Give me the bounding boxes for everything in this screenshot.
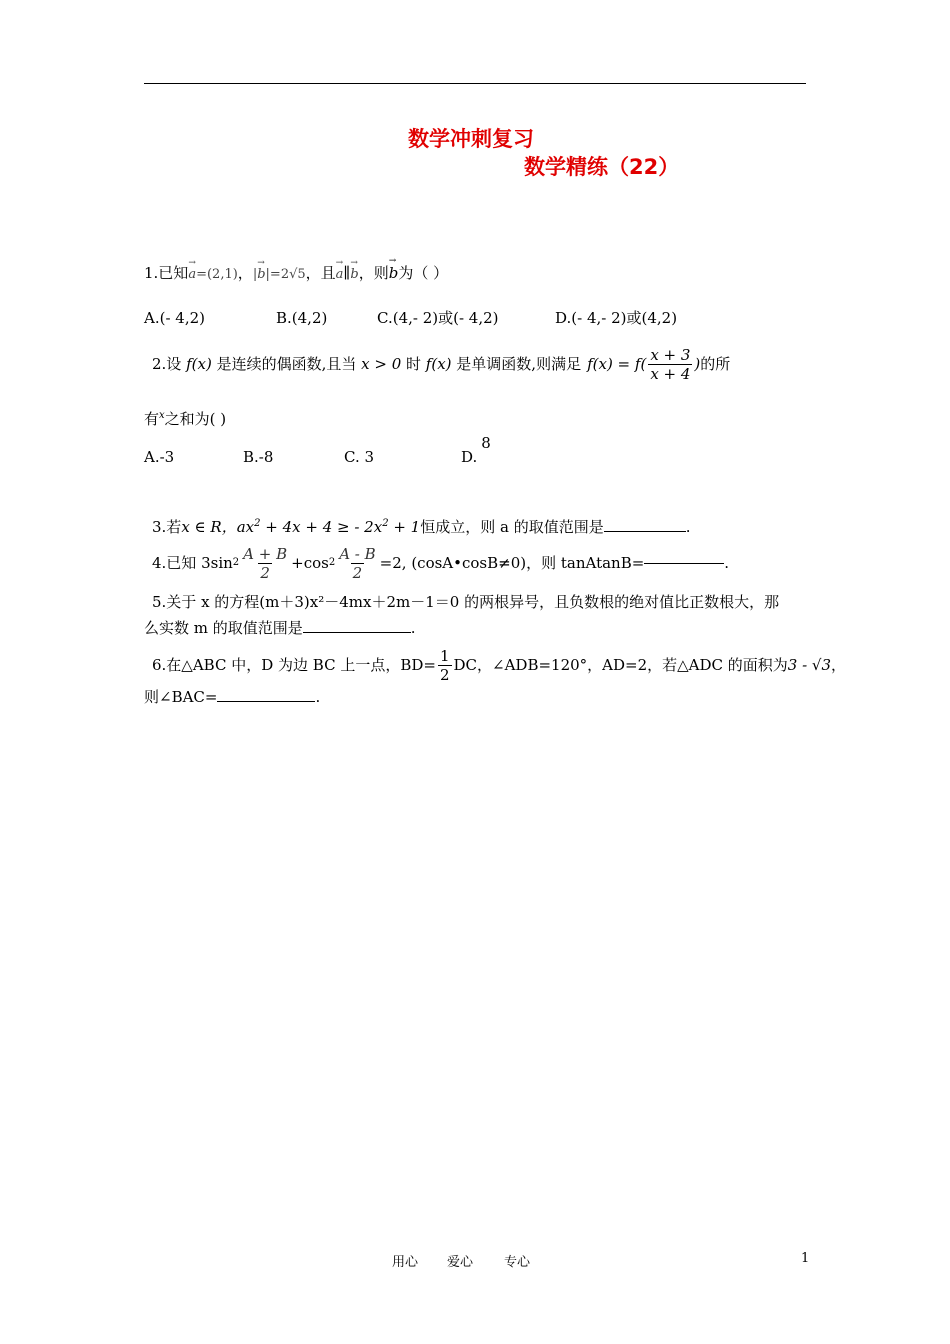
footer-text-1: 用心 (392, 1255, 419, 1270)
doc-title: 数学冲刺复习 (408, 127, 534, 151)
q1-option-c: C.(4,- 2)或(- 4,2) (377, 309, 499, 327)
math-condition: x ∈ R，$ax^2 + 4x + 4$ ≥ - $2x^2 + 1$ (181, 518, 421, 536)
math-x-gt-0: x > 0 (356, 354, 407, 373)
math-fraction: $\frac{x + 3}{x + 4}$ (650, 345, 691, 383)
question-2-cont: 有$^x$之和为( ) (144, 410, 227, 428)
q2-option-a: A.-3 (144, 448, 175, 466)
q1-option-a: A.(- 4,2) (144, 309, 205, 327)
page-number: 1 (801, 1251, 810, 1266)
doc-subtitle: 数学精练（22） (524, 155, 680, 179)
abs-b: |→ b| (253, 267, 270, 282)
q2-option-c: C. 3 (344, 448, 375, 466)
question-4: 4.已知 3sin 2 $\frac{A + B}{2}$ +cos 2 $\frac{A - B}{2}$ =2, (cosA•cosB≠0)，则 tanAtanB= . (152, 544, 730, 582)
question-6: 6.在△ABC 中，D 为边 BC 上一点，BD= $\frac{1}{2}$ DC，∠ADB=120°，AD=2，若△ADC 的面积为 3 - √3 ， (152, 646, 847, 684)
question-5: 5.关于 x 的方程(m＋3)x²－4mx＋2m－1＝0 的两根异号，且负数根的绝对值比正数根大，那 (152, 593, 780, 611)
math-equation: f(x) = f( (587, 354, 647, 373)
header-rule (144, 83, 806, 84)
answer-blank (217, 700, 315, 702)
question-2: 2.设 f(x) 是连续的偶函数,且当 x > 0 时 f(x) 是单调函数,则满足 f(x) = f( $\frac{x + 3}{x + 4}$ ) 的所 (152, 345, 731, 383)
q2-option-b: B.-8 (243, 448, 274, 466)
q2-option-d: D.8 (461, 434, 491, 466)
question-5-cont: 么实数 m 的取值范围是 . (144, 619, 416, 637)
answer-blank (644, 562, 724, 564)
answer-blank (303, 631, 411, 633)
footer-text-2: 爱心 (447, 1255, 474, 1270)
question-3: 3.若x ∈ R，$ax^2 + 4x + 4$ ≥ - $2x^2 + 1$恒成立，则 a 的取值范围是 . (152, 518, 691, 536)
footer-text-3: 专心 (504, 1255, 531, 1270)
q1-option-d: D.(- 4,- 2)或(4,2) (555, 309, 678, 327)
question-1: 1.已知→ a=(2,1)，|→ b|=2√5，且→ a∥→ b，则→ b为（ ） (144, 266, 448, 281)
q1-option-b: B.(4,2) (276, 309, 328, 327)
question-6-cont: 则∠BAC= . (144, 688, 321, 706)
answer-blank (604, 530, 686, 532)
math-fx: f(x) (181, 354, 217, 373)
math-fx-2: f(x) (421, 354, 457, 373)
vector-a: → a (188, 268, 196, 281)
math-half: $\frac{1}{2}$ (439, 646, 450, 684)
